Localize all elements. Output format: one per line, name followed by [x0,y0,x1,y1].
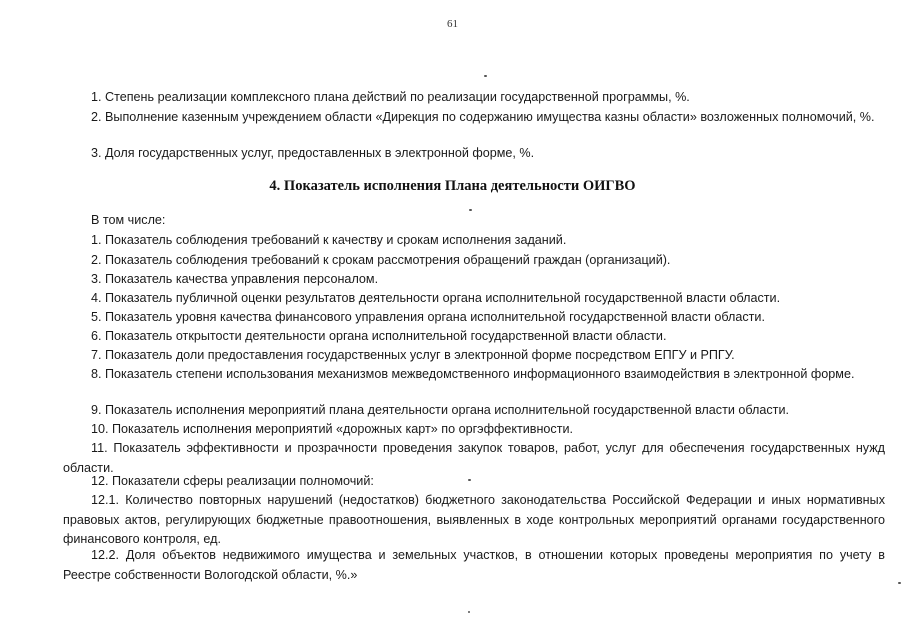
list-item: 12. Показатели сферы реализации полномочий: [91,474,374,488]
page-number: 61 [447,18,458,30]
list-item: 1. Показатель соблюдения требований к качеству и срокам исполнения заданий. [91,233,567,247]
scan-speck [484,75,487,77]
scan-speck [898,582,901,584]
paragraph: 3. Доля государственных услуг, предоставленных в электронной форме, %. [91,146,535,160]
list-item: 11. Показатель эффективности и прозрачности проведения закупок товаров, работ, услуг для обеспечения государственных нужд области. [63,441,885,475]
list-item: 7. Показатель доли предоставления государственных услуг в электронной форме посредством ЕПГУ и РПГУ. [91,348,735,362]
intro-text: В том числе: [91,213,166,227]
section-heading: 4. Показатель исполнения Плана деятельности ОИГВО [269,178,636,194]
list-item: 5. Показатель уровня качества финансового управления органа исполнительной государственной власти области. [91,310,765,324]
list-item: 9. Показатель исполнения мероприятий плана деятельности органа исполнительной государственной власти области. [91,403,789,417]
list-item: 3. Показатель качества управления персоналом. [91,272,379,286]
list-item: 12.1. Количество повторных нарушений (недостатков) бюджетного законодательства Российской Федерации и иных нормативных правовых актов, регулирующих бюджетные правоотношения, выявленных в ходе контрольных мероприятий органами государственного финансового контроля, ед. [63,493,885,546]
scan-speck [468,611,470,613]
list-item: 8. Показатель степени использования механизмов межведомственного информационного взаимодействия в электронной форме. [91,367,855,381]
paragraph: 1. Степень реализации комплексного плана действий по реализации государственной программы, %. [91,90,690,104]
list-item: 2. Показатель соблюдения требований к срокам рассмотрения обращений граждан (организаций). [91,253,671,267]
list-item: 12.2. Доля объектов недвижимого имущества и земельных участков, в отношении которых проведены мероприятия по учету в Реестре собственности Вологодской области, %.» [63,548,885,582]
list-item: 4. Показатель публичной оценки результатов деятельности органа исполнительной государственной власти области. [91,291,781,305]
paragraph: 2. Выполнение казенным учреждением области «Дирекция по содержанию имущества казны области» возложенных полномочий, %. [91,110,875,124]
list-item: 10. Показатель исполнения мероприятий «дорожных карт» по оргэффективности. [91,422,574,436]
list-item: 6. Показатель открытости деятельности органа исполнительной государственной власти области. [91,329,667,343]
